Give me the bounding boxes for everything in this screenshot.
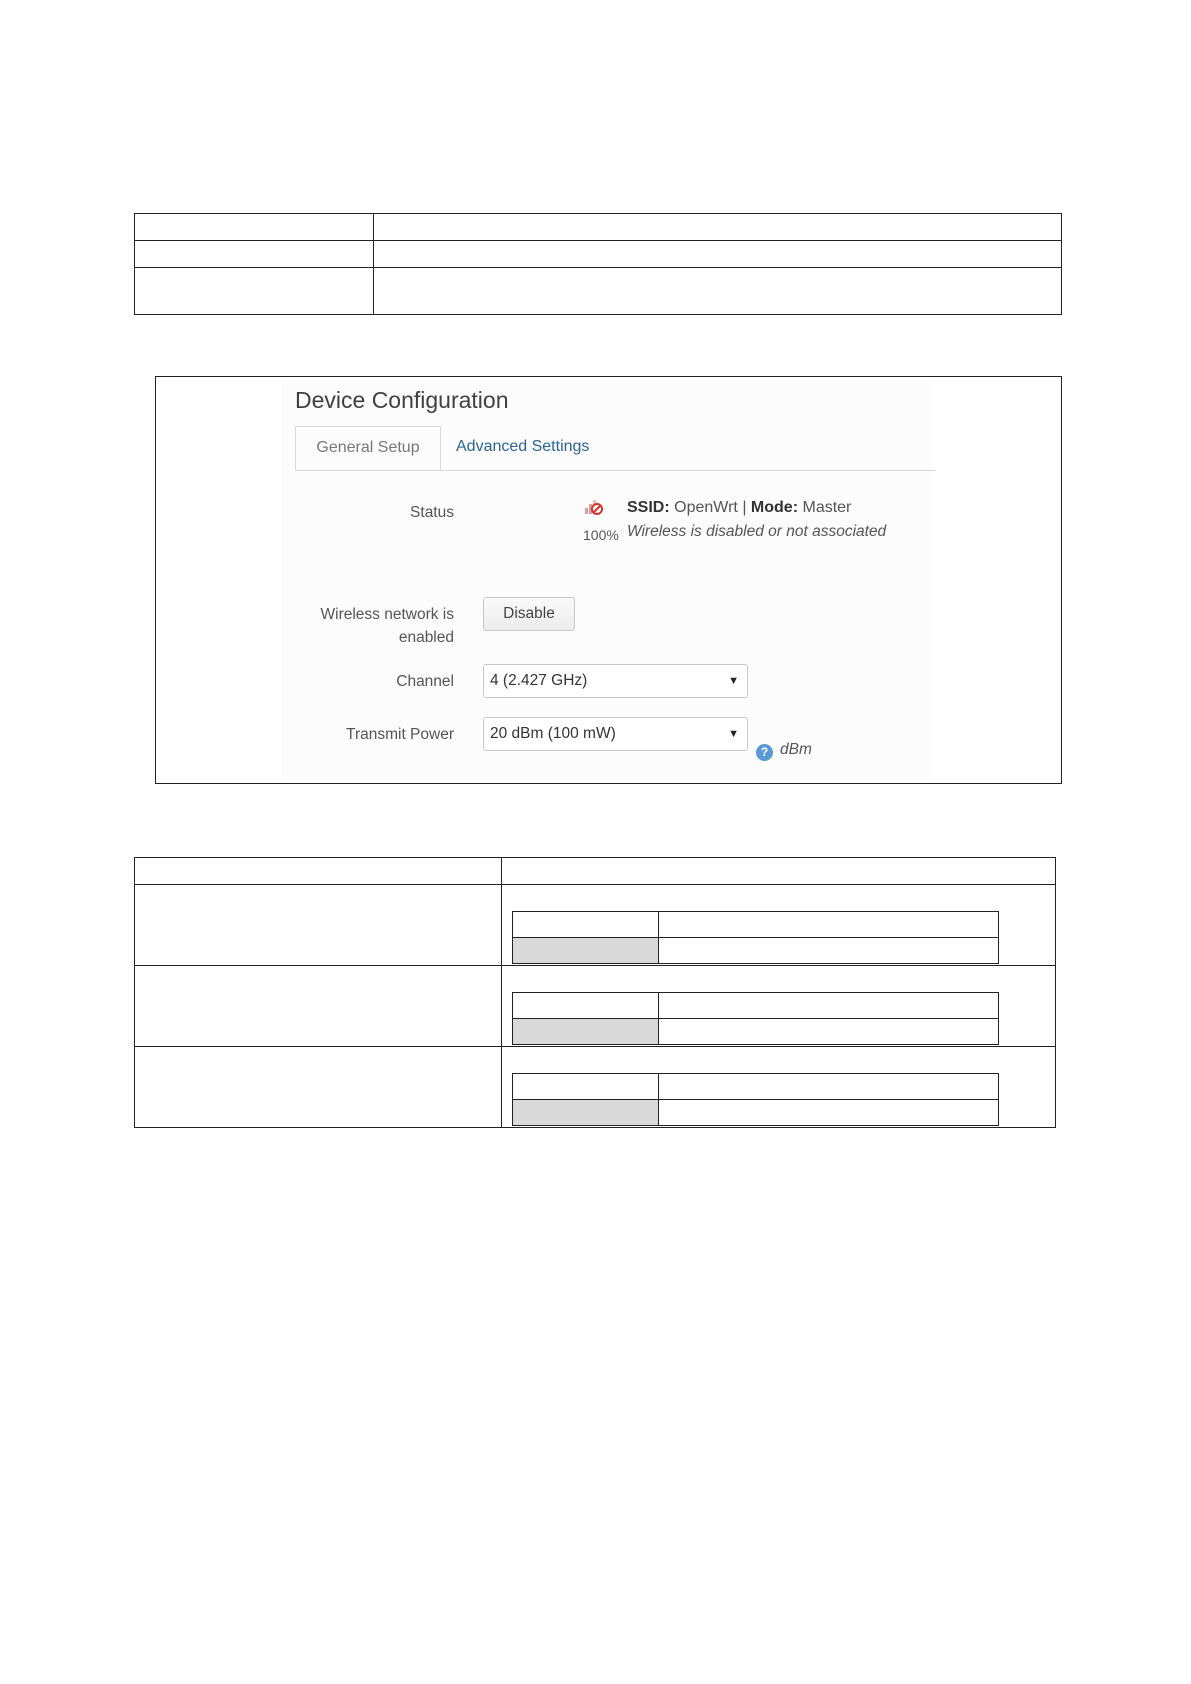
tab-bar-divider: [295, 470, 936, 471]
bottom-table-cell: [502, 1047, 1056, 1128]
channel-selected-value: 4 (2.427 GHz): [490, 672, 588, 689]
tab-advanced-settings[interactable]: Advanced Settings: [456, 438, 590, 455]
top-table: [134, 213, 1062, 315]
bottom-table-cell: [135, 1047, 502, 1128]
bottom-table-cell: [502, 885, 1056, 966]
device-configuration-screenshot: [155, 376, 1062, 784]
status-separator: |: [742, 499, 747, 516]
disable-button[interactable]: Disable: [483, 597, 575, 631]
transmit-power-unit: dBm: [780, 741, 812, 758]
status-summary: [627, 499, 851, 517]
bottom-table-header-cell: [502, 858, 1056, 885]
wireless-enabled-label-line2: enabled: [398, 629, 454, 646]
channel-label: Channel: [396, 673, 454, 690]
transmit-power-select[interactable]: [483, 717, 748, 751]
nested-table: [512, 1073, 999, 1126]
question-icon[interactable]: ?: [756, 744, 773, 761]
page-title: Device Configuration: [295, 387, 509, 413]
mode-value: Master: [802, 499, 852, 516]
transmit-power-selected-value: 20 dBm (100 mW): [490, 725, 616, 742]
mode-key: Mode:: [750, 499, 799, 516]
top-table-cell: [135, 268, 374, 315]
top-table-cell: [374, 268, 1062, 315]
nested-table: [512, 992, 999, 1045]
bottom-table-header-cell: [135, 858, 502, 885]
top-table-cell: [374, 214, 1062, 241]
dropdown-arrow-icon: ▼: [728, 675, 739, 687]
bottom-table-cell: [502, 966, 1056, 1047]
top-table-cell: [135, 214, 374, 241]
ssid-key: SSID:: [627, 499, 670, 516]
top-table-cell: [135, 241, 374, 268]
signal-percent: 100%: [583, 527, 619, 543]
top-table-cell: [374, 241, 1062, 268]
channel-select[interactable]: [483, 664, 748, 698]
bottom-table: [134, 857, 1056, 1128]
dropdown-arrow-icon: ▼: [728, 728, 739, 740]
bottom-table-cell: [135, 885, 502, 966]
wireless-enabled-label: [321, 603, 455, 649]
status-label: Status: [410, 504, 454, 521]
status-message: Wireless is disabled or not associated: [627, 523, 887, 540]
ssid-value: OpenWrt: [674, 499, 738, 516]
transmit-power-label: Transmit Power: [346, 726, 454, 743]
wifi-disabled-icon: [583, 495, 605, 517]
tab-general-setup[interactable]: General Setup: [295, 426, 441, 470]
bottom-table-cell: [135, 966, 502, 1047]
nested-table: [512, 911, 999, 964]
wireless-enabled-label-line1: Wireless network is: [320, 606, 454, 623]
